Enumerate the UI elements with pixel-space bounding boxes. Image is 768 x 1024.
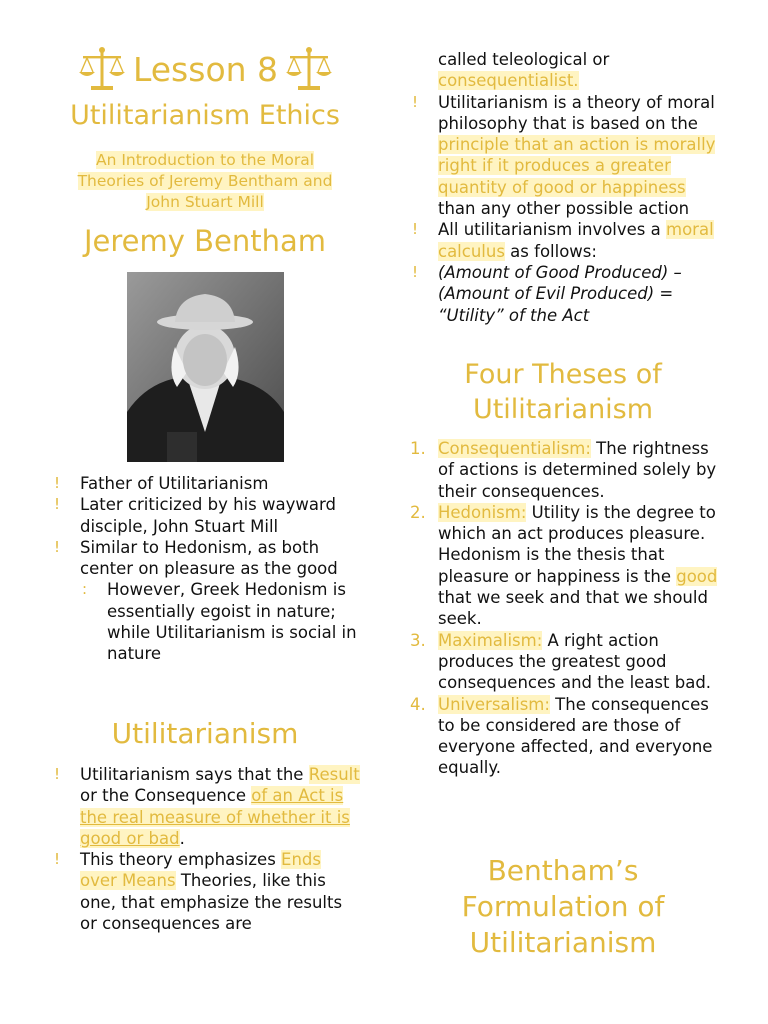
document-subtitle: Utilitarianism Ethics — [70, 100, 340, 131]
heading-four-theses: Four Theses of Utilitarianism — [464, 359, 662, 425]
bullet-marker: ! — [54, 850, 61, 869]
sub-bullet-marker: : — [82, 580, 88, 599]
bullet-marker: ! — [54, 495, 61, 514]
right-column-bullets — [408, 49, 728, 326]
bullet-marker: ! — [412, 262, 419, 281]
bentham-bullet-list — [50, 473, 360, 665]
bullet-marker: ! — [54, 765, 61, 783]
bullet-marker: ! — [54, 537, 61, 556]
title-row — [68, 40, 343, 98]
thesis-item: 4. Universalism: The consequences to be considered are those of everyone affected, and everyone equally. — [410, 694, 713, 778]
list-item: ! Utilitarianism says that the Result or the Consequence of an Act is the real measure of whether it is good or bad. — [54, 765, 360, 848]
bullet-marker: ! — [412, 92, 419, 111]
thesis-item: 3. Maximalism: A right action produces the greatest good consequences and the least bad. — [410, 630, 712, 693]
sub-list-item: : However, Greek Hedonism is essentially egoist in nature; while Utilitarianism is social in nature — [82, 580, 357, 664]
bullet-marker: ! — [412, 220, 419, 239]
intro-line: An Introduction to the Moral — [95, 151, 315, 169]
list-item: ! Utilitarianism is a theory of moral philosophy that is based on the principle that an action is morally right if it produces a greater quantity of good or happiness than any other possible action — [412, 92, 716, 219]
heading-utilitarianism: Utilitarianism — [111, 717, 299, 750]
thesis-item: 2. Hedonism: Utility is the degree to which an act produces pleasure. Hedonism is the thesis that pleasure or happiness is the good that we seek and that we should seek. — [410, 502, 718, 629]
thesis-item: 1. Consequentialism: The rightness of actions is determined solely by their consequences. — [410, 439, 717, 501]
theses-list — [408, 438, 728, 779]
heading-jeremy-bentham: Jeremy Bentham — [83, 224, 327, 258]
intro-line: Theories of Jeremy Bentham and — [77, 172, 333, 190]
utilitarianism-bullet-list — [50, 764, 360, 934]
bentham-portrait — [127, 272, 284, 462]
heading-benthams-formulation: Bentham’s Formulation of Utilitarianism — [461, 854, 665, 959]
intro-line: John Stuart Mill — [146, 193, 264, 211]
list-item: ! This theory emphasizes Ends over Means Theories, like this one, that emphasize the results or consequences are — [54, 850, 343, 934]
scales-of-justice-icon — [77, 44, 127, 94]
intro-text — [50, 150, 360, 213]
list-item: ! All utilitarianism involves a moral calculus as follows: — [412, 220, 714, 261]
list-item: ! Father of Utilitarianism — [54, 474, 269, 493]
list-item: ! Similar to Hedonism, as both center on pleasure as the good — [54, 537, 338, 579]
bullet-marker: ! — [54, 474, 61, 492]
list-item-continuation: called teleological or consequentialist. — [438, 50, 610, 91]
lesson-title: Lesson 8 — [132, 49, 279, 89]
list-item: ! (Amount of Good Produced) – (Amount of Evil Produced) = “Utility” of the Act — [412, 262, 682, 325]
list-item: ! Later criticized by his wayward disciple, John Stuart Mill — [54, 495, 336, 536]
scales-of-justice-icon — [284, 44, 334, 94]
